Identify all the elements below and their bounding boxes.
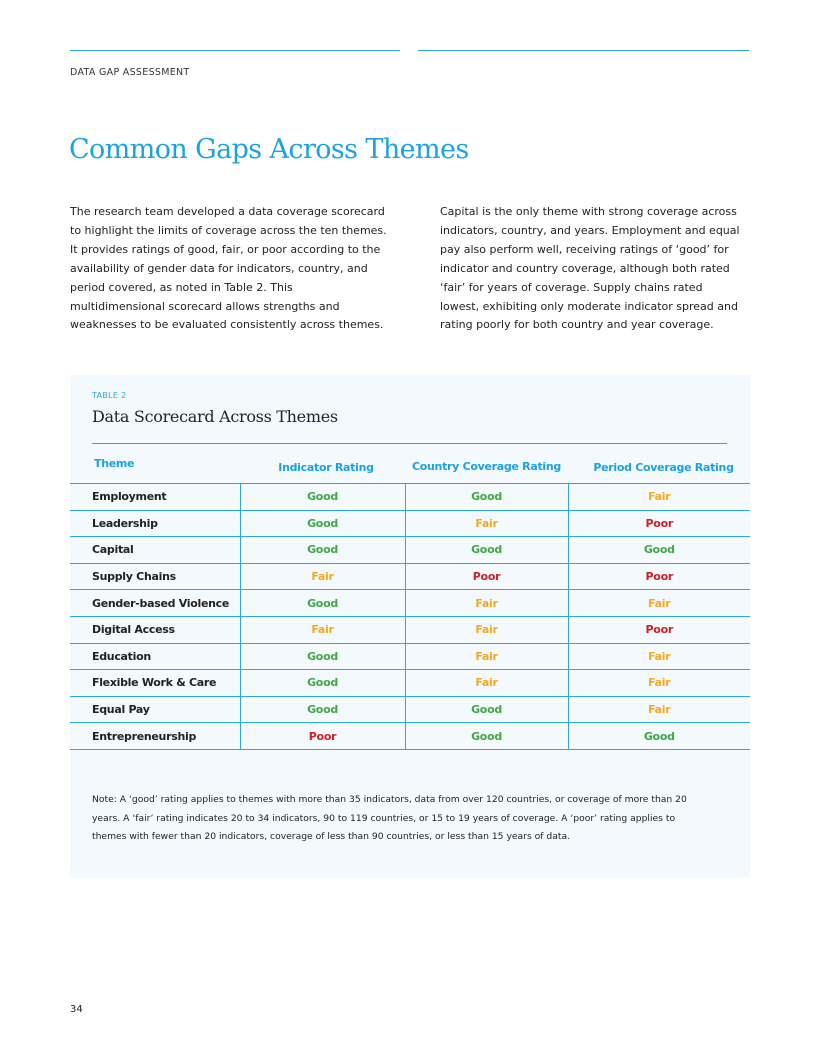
table-row xyxy=(70,563,750,590)
theme-cell: Gender-based Violence xyxy=(70,590,240,617)
table-row xyxy=(70,484,750,511)
indicator-rating-cell: Good xyxy=(240,510,405,537)
country-rating-cell: Good xyxy=(405,723,568,750)
country-rating-cell: Fair xyxy=(405,670,568,697)
header-rule-left xyxy=(70,50,400,51)
table-row xyxy=(70,723,750,750)
period-rating-cell: Poor xyxy=(568,616,750,643)
period-rating-cell: Fair xyxy=(568,696,750,723)
theme-cell: Education xyxy=(70,643,240,670)
theme-cell: Entrepreneurship xyxy=(70,723,240,750)
theme-cell: Supply Chains xyxy=(70,563,240,590)
period-rating-cell: Good xyxy=(568,537,750,564)
country-rating-cell: Fair xyxy=(405,616,568,643)
indicator-rating-cell: Good xyxy=(240,670,405,697)
indicator-rating-cell: Poor xyxy=(240,723,405,750)
indicator-rating-cell: Good xyxy=(240,537,405,564)
country-rating-cell: Good xyxy=(405,696,568,723)
indicator-rating-cell: Good xyxy=(240,590,405,617)
table-title-rule xyxy=(92,443,727,444)
period-rating-cell: Fair xyxy=(568,670,750,697)
table-row xyxy=(70,616,750,643)
indicator-rating-cell: Good xyxy=(240,484,405,511)
theme-cell: Employment xyxy=(70,484,240,511)
country-rating-cell: Poor xyxy=(405,563,568,590)
page-number: 34 xyxy=(70,1004,83,1015)
indicator-rating-cell: Fair xyxy=(240,563,405,590)
indicator-rating-cell: Good xyxy=(240,696,405,723)
country-rating-cell: Good xyxy=(405,537,568,564)
table-label: TABLE 2 xyxy=(92,391,127,400)
period-rating-cell: Poor xyxy=(568,510,750,537)
table-row xyxy=(70,643,750,670)
theme-cell: Capital xyxy=(70,537,240,564)
header-rule-right xyxy=(418,50,749,51)
period-rating-cell: Fair xyxy=(568,643,750,670)
intro-paragraph-left: The research team developed a data coverage scorecard to highlight the limits of coverage across the ten themes. It provides ratings of good, fair, or poor according to the availability of gender data for indicators, country, and period covered, as noted in Table 2. This multidimensional scorecard allows strengths and weaknesses to be evaluated consistently across themes. xyxy=(70,205,387,332)
period-rating-cell: Fair xyxy=(568,590,750,617)
table-row xyxy=(70,510,750,537)
table-title: Data Scorecard Across Themes xyxy=(92,407,338,426)
table-row xyxy=(70,670,750,697)
period-rating-cell: Poor xyxy=(568,563,750,590)
country-rating-cell: Good xyxy=(405,484,568,511)
section-label: DATA GAP ASSESSMENT xyxy=(70,67,190,78)
scorecard-table-panel xyxy=(70,375,750,878)
theme-cell: Equal Pay xyxy=(70,696,240,723)
period-rating-cell: Fair xyxy=(568,484,750,511)
indicator-rating-cell: Fair xyxy=(240,616,405,643)
intro-paragraph-right: Capital is the only theme with strong coverage across indicators, country, and years. Employment and equal pay also perform well, receiving ratings of ‘good’ for indicator and country coverage, although both rated ‘fair’ for years of coverage. Supply chains rated lowest, exhibiting only moderate indicator spread and rating poorly for both country and year coverage. xyxy=(440,205,740,332)
table-row xyxy=(70,537,750,564)
column-header-indicator: Indicator Rating xyxy=(278,461,374,474)
theme-cell: Flexible Work & Care xyxy=(70,670,240,697)
table-note: Note: A ‘good’ rating applies to themes with more than 35 indicators, data from over 120 countries, or coverage of more than 20 years. A ‘fair’ rating indicates 20 to 34 indicators, 90 to 119 countries, or 15 to 19 years of coverage. A ‘poor’ rating applies to themes with fewer than 20 indicators, coverage of less than 90 countries, or less than 15 years of data. xyxy=(92,794,687,842)
theme-cell: Digital Access xyxy=(70,616,240,643)
column-header-country: Country Coverage Rating xyxy=(412,460,561,473)
scorecard-table xyxy=(70,483,750,750)
indicator-rating-cell: Good xyxy=(240,643,405,670)
page-title: Common Gaps Across Themes xyxy=(69,134,469,165)
period-rating-cell: Good xyxy=(568,723,750,750)
table-row xyxy=(70,590,750,617)
country-rating-cell: Fair xyxy=(405,590,568,617)
country-rating-cell: Fair xyxy=(405,510,568,537)
country-rating-cell: Fair xyxy=(405,643,568,670)
column-header-theme: Theme xyxy=(94,457,135,470)
theme-cell: Leadership xyxy=(70,510,240,537)
table-row xyxy=(70,696,750,723)
column-header-period: Period Coverage Rating xyxy=(593,461,734,474)
